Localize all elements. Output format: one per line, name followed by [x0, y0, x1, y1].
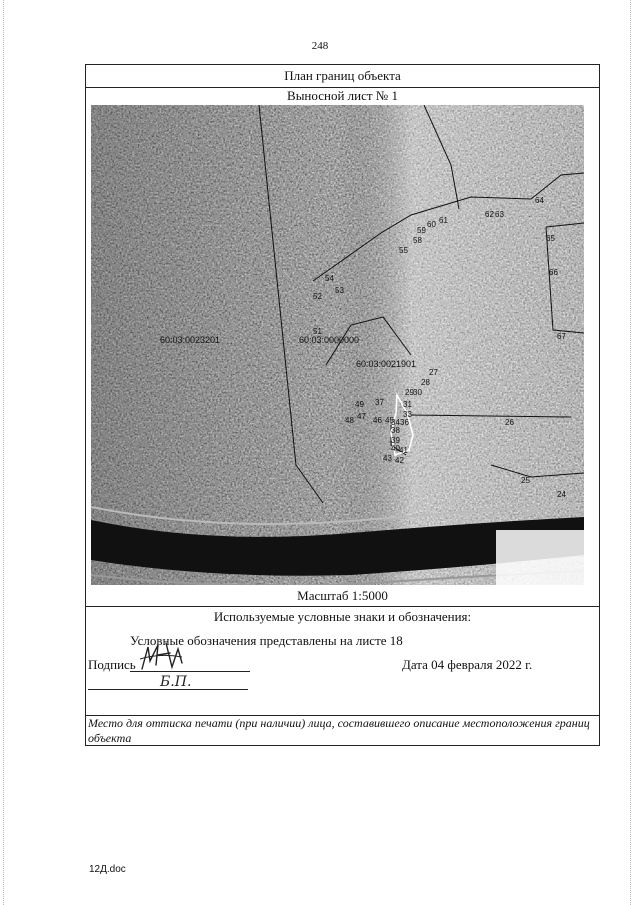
point-label: 36 — [400, 418, 409, 427]
stamp-note: Место для оттиска печати (при наличии) лица, составившего описание местоположения границ объекта — [86, 715, 599, 747]
point-label: 28 — [421, 378, 430, 387]
point-label: 48 — [345, 416, 354, 425]
point-label: 40 — [391, 444, 400, 453]
point-label: 52 — [313, 292, 322, 301]
point-label: 45 — [385, 416, 394, 425]
point-label: 61 — [439, 216, 448, 225]
signature-abbreviation: Б.П. — [160, 674, 192, 690]
point-label: 59 — [417, 226, 426, 235]
point-label: 64 — [535, 196, 544, 205]
cadastral-label: 60:03:0021901 — [356, 359, 417, 369]
point-label: 39 — [391, 436, 400, 445]
cadastral-label: 60:03:0023201 — [160, 335, 221, 345]
point-label: 33 — [403, 410, 412, 419]
point-label: 31 — [403, 400, 412, 409]
scan-edge-right — [630, 0, 632, 905]
sheet-title: Выносной лист № 1 — [287, 88, 398, 103]
point-label: 38 — [391, 426, 400, 435]
point-label: 49 — [355, 400, 364, 409]
point-label: 29 — [405, 388, 414, 397]
point-label: 51 — [313, 327, 322, 336]
point-label: 41 — [399, 446, 408, 455]
handwritten-signature — [136, 639, 186, 673]
page-number: 248 — [311, 40, 329, 52]
signature-label: Подпись — [88, 657, 136, 672]
file-name: 12Д.doc — [89, 864, 126, 875]
point-label: 27 — [429, 368, 438, 377]
point-label: 66 — [549, 268, 558, 277]
point-label: 30 — [413, 388, 422, 397]
legend-heading: Используемые условные знаки и обозначения: — [213, 609, 472, 624]
point-label: 58 — [413, 236, 422, 245]
document-date: Дата 04 февраля 2022 г. — [402, 657, 533, 672]
point-label: 60 — [427, 220, 436, 229]
field-plot — [496, 530, 584, 585]
point-label: 26 — [505, 418, 514, 427]
point-label: 42 — [395, 456, 404, 465]
point-label: 43 — [383, 454, 392, 463]
legend-text: Условные обозначения представлены на листе 18 — [130, 633, 403, 648]
form-title: План границ объекта — [86, 65, 599, 88]
point-label: 65 — [546, 234, 555, 243]
point-label: 34 — [391, 418, 400, 427]
boundary-plan-form — [85, 64, 600, 746]
cadastral-label: 60:03:0000000 — [299, 335, 360, 345]
scan-edge-left — [3, 0, 5, 905]
aerial-map — [91, 105, 584, 585]
point-label: 46 — [373, 416, 382, 425]
point-label: 55 — [399, 246, 408, 255]
point-label: 37 — [375, 398, 384, 407]
signature-name-line — [88, 689, 248, 690]
point-label: 24 — [557, 490, 566, 499]
point-label: 25 — [521, 476, 530, 485]
point-label: 54 — [325, 274, 334, 283]
point-label: 47 — [357, 412, 366, 421]
point-label: 63 — [495, 210, 504, 219]
point-label: 53 — [335, 286, 344, 295]
map-svg — [91, 105, 584, 585]
point-label: 62 — [485, 210, 494, 219]
point-label: 67 — [557, 332, 566, 341]
map-scale: Масштаб 1:5000 — [86, 586, 599, 607]
